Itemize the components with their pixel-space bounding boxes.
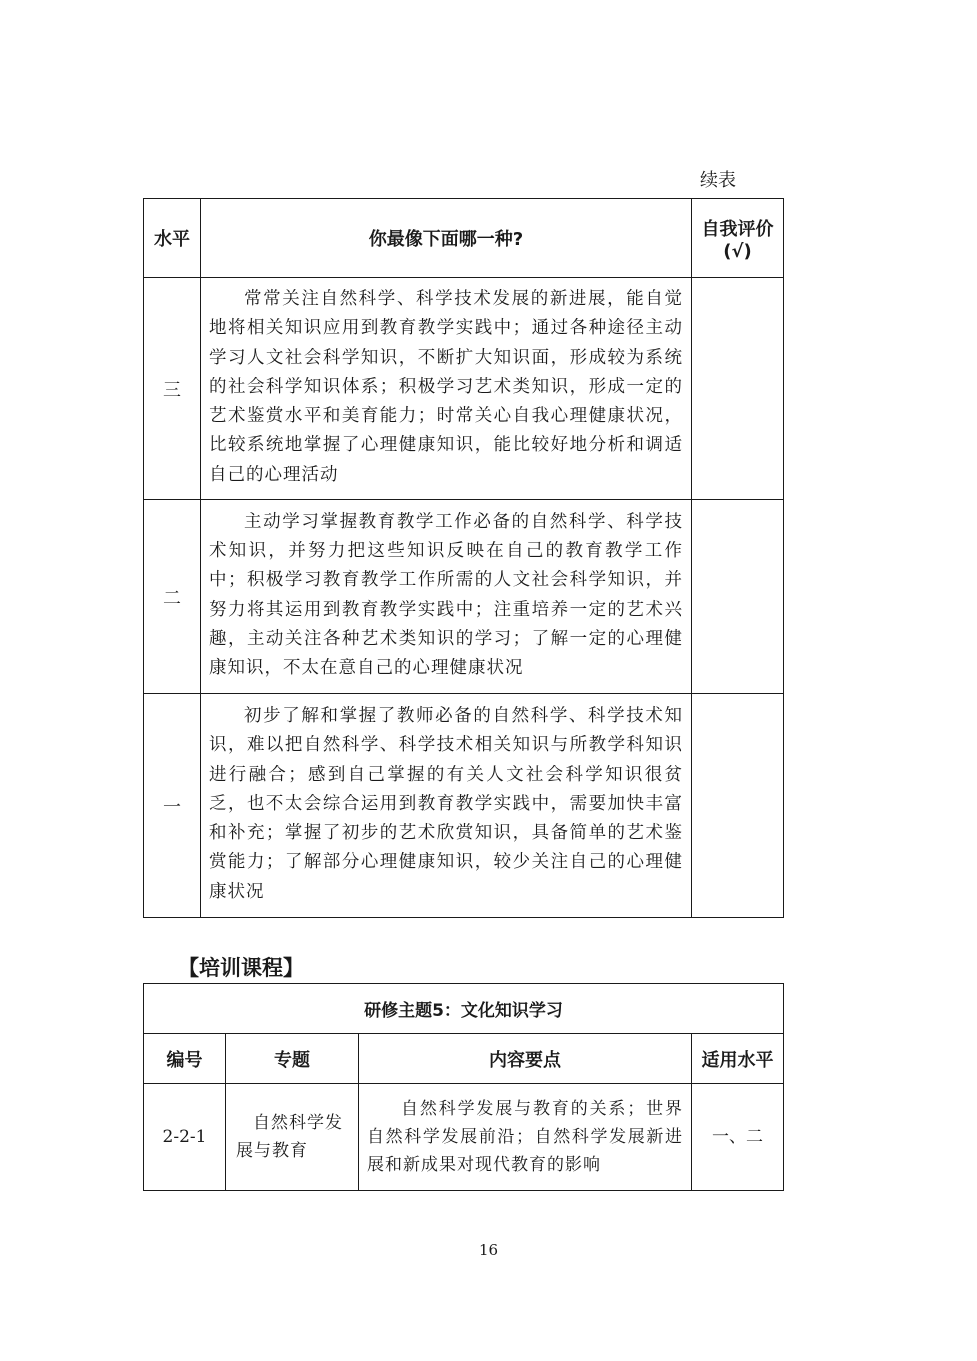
description-cell — [201, 694, 692, 918]
applicable-level-header: 适用水平 — [692, 1034, 784, 1084]
evaluation-cell[interactable] — [692, 500, 784, 694]
description-cell — [201, 500, 692, 694]
level-cell: 二 — [144, 500, 201, 694]
self-evaluation-row — [144, 278, 784, 500]
self-evaluation-header — [692, 199, 784, 278]
page-number: 16 — [478, 1241, 499, 1259]
code-header: 编号 — [144, 1034, 226, 1084]
course-topic: 自然科学发展与教育 — [236, 1113, 343, 1161]
self-evaluation-header-row — [144, 199, 784, 278]
level-header: 水平 — [144, 199, 201, 278]
question-header: 你最像下面哪一种? — [201, 199, 692, 278]
course-code: 2-2-1 — [144, 1084, 226, 1191]
course-applicable-level: 一、二 — [692, 1084, 784, 1191]
course-content: 自然科学发展与教育的关系；世界自然科学发展前沿；自然科学发展新进展和新成果对现代教育的影响 — [367, 1099, 683, 1175]
course-header-row — [144, 1034, 784, 1084]
level-cell: 一 — [144, 694, 201, 918]
self-evaluation-header-mark: (√) — [723, 240, 752, 262]
evaluation-cell[interactable] — [692, 278, 784, 500]
training-section-title: 【培训课程】 — [178, 956, 304, 980]
level-cell: 三 — [144, 278, 201, 500]
course-row — [144, 1084, 784, 1191]
self-evaluation-row — [144, 694, 784, 918]
course-topic-cell — [226, 1084, 359, 1191]
course-table — [143, 983, 784, 1191]
description-text: 常常关注自然科学、科学技术发展的新进展，能自觉地将相关知识应用到教育教学实践中；通过各种途径主动学习人文社会科学知识，不断扩大知识面，形成较为系统的社会科学知识体系；积极学习艺术类知识，形成一定的艺术鉴赏水平和美育能力；时常关心自我心理健康状况，比较系统地掌握了心理健康知识，能比较好地分析和调适自己的心理活动 — [209, 289, 683, 485]
evaluation-cell[interactable] — [692, 694, 784, 918]
self-evaluation-header-label: 自我评价 — [701, 218, 774, 240]
self-evaluation-row — [144, 500, 784, 694]
self-evaluation-table — [143, 198, 784, 918]
description-cell — [201, 278, 692, 500]
description-text: 主动学习掌握教育教学工作必备的自然科学、科学技术知识，并努力把这些知识反映在自己的教育教学工作中；积极学习教育教学工作所需的人文社会科学知识，并努力将其运用到教育教学实践中；注重培养一定的艺术兴趣，主动关注各种艺术类知识的学习；了解一定的心理健康知识，不太在意自己的心理健康状况 — [209, 511, 683, 678]
course-content-cell — [359, 1084, 692, 1191]
description-text: 初步了解和掌握了教师必备的自然科学、科学技术知识，难以把自然科学、科学技术相关知识与所教学科知识进行融合；感到自己掌握的有关人文社会科学知识很贫乏，也不太会综合运用到教育教学实践中，需要加快丰富和补充；掌握了初步的艺术欣赏知识，具备简单的艺术鉴赏能力；了解部分心理健康知识，较少关注自己的心理健康状况 — [209, 706, 683, 902]
continued-label: 续表 — [700, 170, 736, 191]
content-header: 内容要点 — [359, 1034, 692, 1084]
course-caption-row — [144, 984, 784, 1034]
topic-header: 专题 — [226, 1034, 359, 1084]
course-caption: 研修主题5：文化知识学习 — [144, 984, 784, 1034]
